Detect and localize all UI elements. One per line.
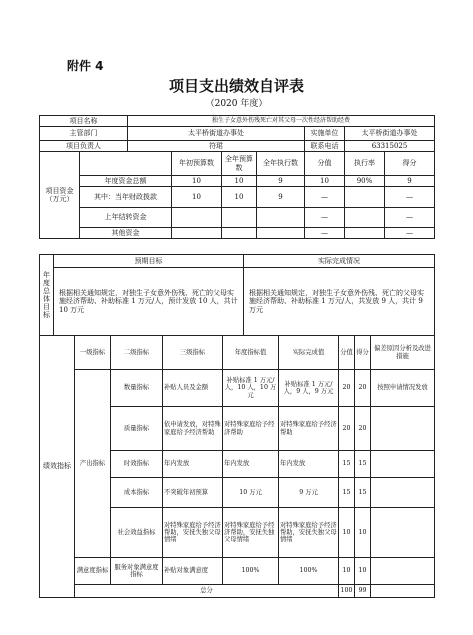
funds-row-label: 年度资金总额 [80, 176, 172, 187]
funds-cell [345, 208, 385, 228]
score-cell: 15 [339, 478, 355, 508]
target-cell: 对特殊家庭给予经济帮助 [223, 407, 279, 451]
funds-header: 执行率 [345, 152, 385, 176]
target-cell: 年内发放 [223, 451, 279, 478]
level3-cell: 补贴对象满意度 [163, 558, 223, 585]
got-cell: 10 [355, 558, 371, 585]
level3-cell: 依申请发放，对特殊家庭给予经济帮助 [163, 407, 223, 451]
perf-label: 绩效指标 [40, 336, 75, 598]
perf-header: 一级指标 [75, 336, 111, 370]
reason-cell [371, 508, 435, 558]
target-cell: 对特殊家庭给予经济帮助，安抚失独父母情绪 [223, 508, 279, 558]
leader-label: 项目负责人 [40, 141, 128, 152]
perf-header: 得分 [355, 336, 371, 370]
funds-cell: 90% [345, 176, 385, 187]
funds-cell: 9 [385, 176, 435, 187]
impl-label: 实施单位 [305, 127, 345, 141]
perf-table [39, 335, 435, 598]
funds-cell: — [305, 228, 345, 239]
funds-cell [222, 208, 257, 228]
level3-cell: 不突破年初预算 [163, 478, 223, 508]
reason-cell [371, 451, 435, 478]
level2-cell: 数量指标 [111, 370, 163, 407]
target-cell: 补贴标准 1 万元/人，10 人，10 万元 [223, 370, 279, 407]
score-cell: 20 [339, 370, 355, 407]
satisfaction-label: 满意度指标 [75, 558, 111, 585]
perf-header: 三级指标 [163, 336, 223, 370]
perf-header: 年度指标值 [223, 336, 279, 370]
actual-cell: 补贴标准 1 万元/人，9 人，9 万元 [279, 370, 339, 407]
target-cell: 100% [223, 558, 279, 585]
perf-header: 二级指标 [111, 336, 163, 370]
score-cell: 20 [339, 407, 355, 451]
funds-cell: — [305, 187, 345, 208]
funds-cell: 10 [305, 176, 345, 187]
level2-cell: 成本指标 [111, 478, 163, 508]
funds-label: 项目资金（万元） [40, 152, 80, 239]
goals-expected-label: 预期目标 [54, 255, 244, 268]
goals-label: 年度总体目标 [40, 255, 54, 336]
got-cell: 20 [355, 370, 371, 407]
funds-cell [172, 208, 222, 228]
actual-cell: 对特殊家庭给予经济帮助，安抚失独父母情绪 [279, 508, 339, 558]
goals-actual-label: 实际完成情况 [244, 255, 435, 268]
perf-header: 实际完成值 [279, 336, 339, 370]
total-score: 100 [339, 585, 355, 598]
funds-cell: 10 [172, 176, 222, 187]
funds-header: 分值 [305, 152, 345, 176]
output-label: 产出指标 [75, 370, 111, 558]
actual-cell: 对特殊家庭给予经济帮助 [279, 407, 339, 451]
got-cell: 15 [355, 451, 371, 478]
goals-table [39, 254, 435, 336]
perf-header: 分值 [339, 336, 355, 370]
perf-header: 偏差原因分析及改进措施 [371, 336, 435, 370]
dept-value: 太平桥街道办事处 [128, 127, 305, 141]
funds-cell: 9 [257, 187, 305, 208]
level2-cell: 时效指标 [111, 451, 163, 478]
actual-cell: 年内发放 [279, 451, 339, 478]
funds-cell [257, 228, 305, 239]
funds-cell: 10 [222, 176, 257, 187]
level3-cell: 对特殊家庭给予经济帮助，安抚失独父母情绪 [163, 508, 223, 558]
score-cell: 10 [339, 558, 355, 585]
score-cell: 15 [339, 451, 355, 478]
attachment-label: 附件 4 [67, 59, 104, 73]
level2-cell: 服务对象满意度指标 [111, 558, 163, 585]
funds-header: 年初预算数 [172, 152, 222, 176]
level2-cell: 质量指标 [111, 407, 163, 451]
funds-cell [257, 208, 305, 228]
total-reason [371, 585, 435, 598]
funds-header: 全年预算数 [222, 152, 257, 176]
funds-cell [345, 228, 385, 239]
leader-value: 符珺 [128, 141, 305, 152]
total-label: 总分 [75, 585, 339, 598]
funds-row-label: 其中：当年财政拨款 [80, 187, 172, 208]
level2-cell: 社会效益指标 [111, 508, 163, 558]
got-cell: 15 [355, 478, 371, 508]
funds-cell [345, 187, 385, 208]
level3-cell: 年内发放 [163, 451, 223, 478]
reason-cell [371, 558, 435, 585]
funds-cell [172, 228, 222, 239]
funds-header: 全年执行数 [257, 152, 305, 176]
score-cell: 10 [339, 508, 355, 558]
funds-row-label: 上年结转资金 [80, 208, 172, 228]
phone-label: 联系电话 [305, 141, 345, 152]
goals-expected: 根据相关通知规定，对独生子女意外伤残、死亡的父母实施经济帮助、补助标准 1 万元/人，预计发放 10 人，共计 10 万元 [54, 268, 244, 336]
year-label: （2020 年度） [205, 99, 268, 109]
level3-cell: 补贴人员及金额 [163, 370, 223, 407]
funds-cell: — [385, 187, 435, 208]
funds-cell: — [385, 208, 435, 228]
info-funds-table [39, 115, 435, 239]
goals-actual: 根据相关通知规定，对独生子女意外伤残、死亡的父母实施经济帮助、补助标准 1 万元/人，共发放 9 人，共计 9 万元 [244, 268, 435, 336]
reason-cell [371, 478, 435, 508]
funds-cell: — [305, 208, 345, 228]
got-cell: 20 [355, 407, 371, 451]
reason-cell: 按照申请情况发放 [371, 370, 435, 407]
funds-row-label: 其他资金 [80, 228, 172, 239]
funds-cell: 10 [222, 187, 257, 208]
total-got: 99 [355, 585, 371, 598]
impl-value: 太平桥街道办事处 [345, 127, 435, 141]
reason-cell [371, 407, 435, 451]
target-cell: 10 万元 [223, 478, 279, 508]
phone-value: 63315025 [345, 141, 435, 152]
actual-cell: 9 万元 [279, 478, 339, 508]
dept-label: 主管部门 [40, 127, 128, 141]
funds-header: 得分 [385, 152, 435, 176]
actual-cell: 100% [279, 558, 339, 585]
funds-cell: — [385, 228, 435, 239]
project-name: 独生子女意外伤残死亡对其父母一次性经济帮助经费 [128, 116, 435, 127]
funds-cell: 9 [257, 176, 305, 187]
funds-cell: 10 [172, 187, 222, 208]
funds-header-blank [80, 152, 172, 176]
project-name-label: 项目名称 [40, 116, 128, 127]
page-title: 项目支出绩效自评表 [168, 77, 304, 95]
got-cell: 10 [355, 508, 371, 558]
funds-cell [222, 228, 257, 239]
